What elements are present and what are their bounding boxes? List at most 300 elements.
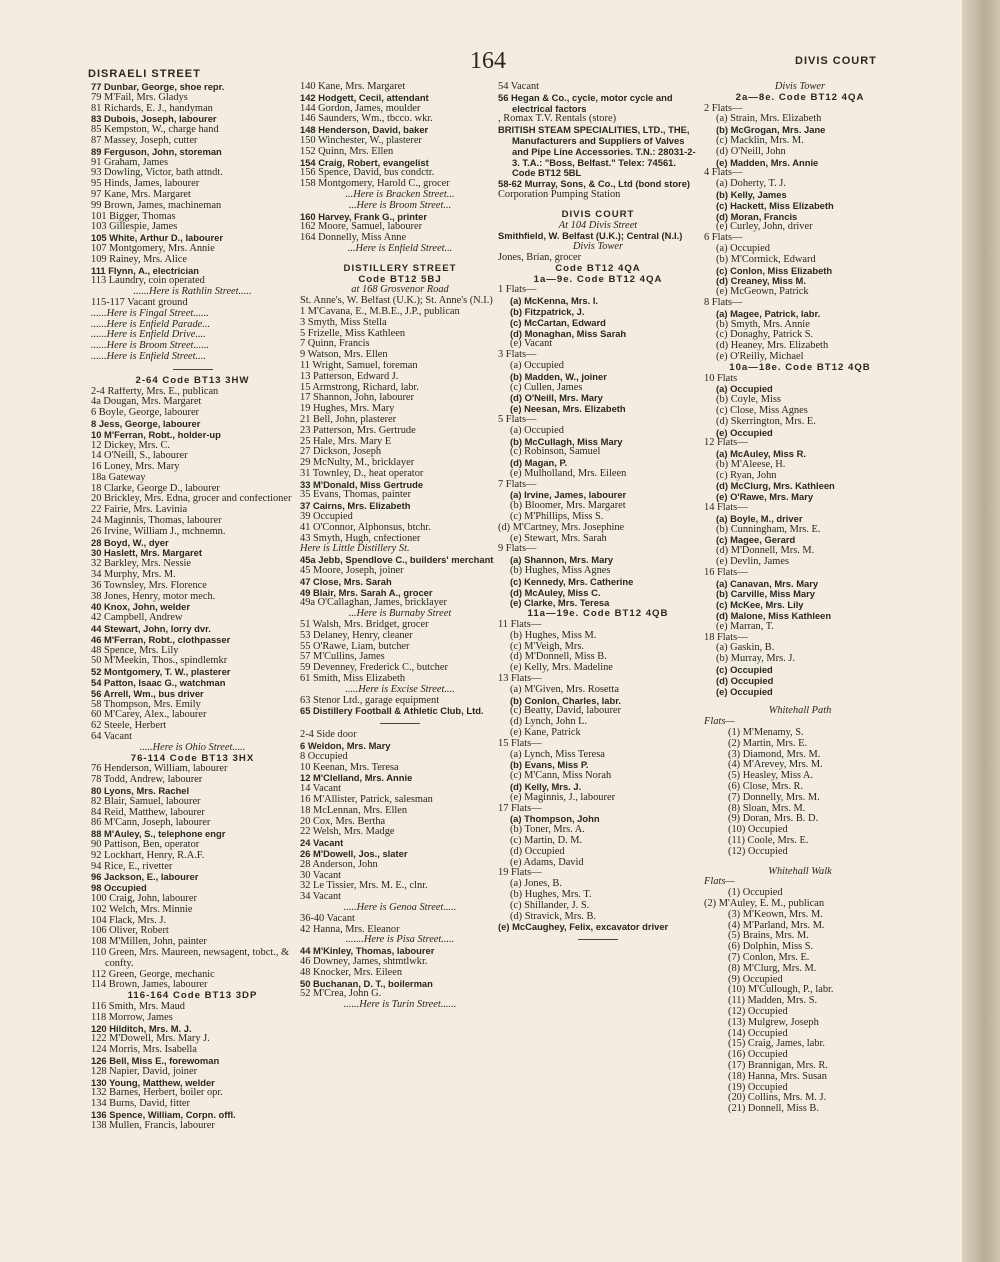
directory-entry: 78 Todd, Andrew, labourer [91,775,203,786]
directory-entry: (3) Diamond, Mrs. M. [728,749,821,760]
directory-entry: 19 Flats— [498,868,542,879]
directory-entry: 7 Flats— [498,479,537,490]
street-note: Flats— [704,877,735,888]
directory-entry: 134 Burns, David, fitter [91,1099,190,1110]
directory-entry: (a) Occupied [510,425,564,436]
directory-entry: 88 M'Auley, S., telephone engr [91,829,226,840]
directory-entry: (b) Carville, Miss Mary [716,589,815,600]
directory-entry: (a) Irvine, James, labourer [510,490,627,501]
directory-entry: (e) Curley, John, driver [716,222,813,233]
directory-entry: 108 M'Millen, John, painter [91,937,207,948]
directory-entry: (5) Brains, Mrs. M. [728,931,809,942]
directory-entry: 150 Winchester, W., plasterer [300,135,422,146]
directory-entry: 11 Wright, Samuel, foreman [300,360,418,371]
directory-entry: 38 Jones, Henry, motor mech. [91,591,216,602]
directory-entry: 122 M'Dowell, Mrs. Mary J. [91,1034,210,1045]
column-2 [300,82,500,1011]
directory-entry: 16 Loney, Mrs. Mary [91,462,180,473]
directory-entry: 60 M'Carey, Alex., labourer [91,710,207,721]
directory-entry: 12 Flats— [704,438,748,449]
directory-entry: 32 Barkley, Mrs. Nessie [91,559,192,570]
spacer [704,697,896,706]
directory-entry: 128 Napier, David, joiner [91,1066,198,1077]
directory-entry: 126 Bell, Miss E., forewoman [91,1055,220,1066]
section-heading: 116-164 Code BT13 3DP [127,991,258,1002]
directory-entry: (e) Marran, T. [716,621,774,632]
directory-entry: 64 Vacant [91,732,133,743]
directory-entry: (a) McAuley, Miss R. [716,449,806,460]
section-heading: 11a—19e. Code BT12 4QB [527,609,669,620]
directory-entry: 152 Quinn, Mrs. Ellen [300,146,394,157]
directory-entry: 130 Young, Matthew, welder [91,1077,215,1088]
directory-entry: 84 Reid, Matthew, labourer [91,807,205,818]
directory-entry: 54 Patton, Isaac G., watchman [91,678,226,689]
directory-entry: 76 Henderson, William, labourer [91,764,228,775]
directory-entry: 96 Jackson, E., labourer [91,872,199,883]
directory-entry: (b) Hughes, Mrs. T. [510,889,592,900]
directory-entry: (b) Cunningham, Mrs. E. [716,524,821,535]
directory-entry: 136 Spence, William, Corpn. offl. [91,1109,236,1120]
directory-entry: 1 M'Cavana, E., M.B.E., J.P., publican [300,306,460,317]
directory-entry: 77 Dunbar, George, shoe repr. [91,82,225,92]
directory-entry: (b) Smyth, Mrs. Annie [716,319,810,330]
directory-entry: (b) M'Cormick, Edward [716,254,816,265]
directory-entry: (9) Occupied [728,974,783,985]
directory-entry: 45 Moore, Joseph, joiner [300,566,404,577]
directory-entry: 45a Jebb, Spendlove C., builders' merchant [300,555,494,566]
directory-entry: 9 Watson, Mrs. Ellen [300,350,388,361]
directory-entry: 57 M'Cullins, James [300,652,385,663]
directory-entry: 44 Stewart, John, lorry dvr. [91,624,211,635]
directory-entry: (c) M'Phillips, Miss S. [510,512,604,523]
directory-entry: (b) Bloomer, Mrs. Margaret [510,501,626,512]
directory-entry: (e) Occupied [716,686,773,697]
directory-entry: (b) McCullagh, Miss Mary [510,436,623,447]
street-note: ...Here is Broom Street... [348,200,452,211]
directory-entry: 104 Flack, Mrs. J. [91,915,167,926]
directory-entry: (e) Adams, David [510,857,584,868]
directory-entry: (b) Toner, Mrs. A. [510,825,585,836]
directory-entry: (c) Cullen, James [510,382,583,393]
directory-entry: (e) Occupied [716,427,773,438]
directory-entry: 53 Delaney, Henry, cleaner [300,630,413,641]
directory-entry: Corporation Pumping Station [498,189,621,200]
directory-entry: (b) Hughes, Miss M. [510,630,597,641]
directory-entry: (a) Boyle, M., driver [716,513,803,524]
directory-entry: (21) Donnell, Miss B. [728,1104,819,1115]
section-heading: 76-114 Code BT13 3HX [130,753,255,764]
directory-entry: (e) Stewart, Mrs. Sarah [510,533,607,544]
directory-entry: 54 Vacant [498,82,540,92]
directory-entry: 58 Thompson, Mrs. Emily [91,699,201,710]
directory-entry: 25 Hale, Mrs. Mary E [300,436,392,447]
directory-entry: 40 Knox, John, welder [91,602,190,613]
directory-entry: 2 Flats— [704,103,743,114]
directory-entry: (e) McCaughey, Felix, excavator driver [498,922,669,933]
directory-entry: (e) Devlin, James [716,557,789,568]
directory-entry: Smithfield, W. Belfast (U.K.); Central (N.I.) [498,231,683,242]
directory-entry: (e) Clarke, Mrs. Teresa [510,598,610,609]
directory-entry: 156 Spence, David, bus condctr. [300,168,435,179]
directory-entry: 35 Evans, Thomas, painter [300,490,411,501]
directory-entry: 160 Harvey, Frank G., printer [300,211,427,222]
directory-entry: (c) Ryan, John [716,470,777,481]
directory-entry: (c) Conlon, Miss Elizabeth [716,265,833,276]
directory-entry: 17 Shannon, John, labourer [300,393,414,404]
directory-entry: 18 Clarke, George D., labourer [91,483,220,494]
directory-entry: 116 Smith, Mrs. Maud [91,1001,186,1012]
directory-entry: 90 Pattison, Ben, operator [91,839,200,850]
directory-entry: (a) Lynch, Miss Teresa [510,749,605,760]
directory-entry: 36-40 Vacant [300,913,355,924]
directory-entry: , Romax T.V. Rentals (store) [498,114,617,125]
directory-entry: (b) Coyle, Miss [716,395,781,406]
directory-entry: 94 Rice, E., rivetter [91,861,173,872]
directory-entry: (d) Occupied [716,675,774,686]
directory-entry: 85 Kempston, W., charge hand [91,125,219,136]
directory-entry: (b) Kelly, James [716,189,787,200]
directory-entry: 89 Ferguson, John, storeman [91,146,222,157]
directory-entry: (2) Martin, Mrs. E. [728,738,808,749]
directory-entry: 30 Vacant [300,870,342,881]
directory-entry: 32 Le Tissier, Mrs. M. E., clnr. [300,881,428,892]
directory-entry: 95 Hinds, James, labourer [91,179,200,190]
street-note: ......Here is Fingal Street...... [91,308,209,319]
section-divider [578,939,618,940]
street-note: ......Here is Rathlin Street..... [133,287,252,298]
directory-entry: 97 Kane, Mrs. Margaret [91,189,191,200]
directory-entry: 49 Blair, Mrs. Sarah A., grocer [300,587,433,598]
directory-entry: (19) Occupied [728,1082,788,1093]
directory-entry: 26 Irvine, William J., mchnemn. [91,526,226,537]
directory-entry: 81 Richards, E. J., handyman [91,103,213,114]
directory-entry: 111 Flynn, A., electrician [91,265,200,276]
street-note: ...Here is Enfield Street... [347,243,453,254]
directory-entry: (d) O'Neill, Mrs. Mary [510,393,603,404]
street-note: Here is Little Distillery St. [300,544,410,555]
directory-entry: (10) M'Cullough, P., labr. [728,985,834,996]
directory-entry: (7) Conlon, Mrs. E. [728,952,810,963]
directory-entry: 55 O'Rawe, Liam, butcher [300,641,410,652]
directory-entry: 5 Flats— [498,414,537,425]
directory-entry: BRITISH STEAM SPECIALITIES, LTD., THE, Manufacturers and Suppliers of Valves and Pipe Line Accessories. T.N.: 28031-2-3. T.A.: "Boss, Belfast." Telex: 74561. Code BT12 5BL [498,125,696,179]
directory-entry: 14 Vacant [300,784,342,795]
directory-entry: 146 Saunders, Wm., tbcco. wkr. [300,114,433,125]
directory-entry: 46 M'Ferran, Robt., clothpasser [91,634,231,645]
directory-entry: 124 Morris, Mrs. Isabella [91,1045,197,1056]
column-1 [91,82,294,1132]
directory-entry: 14 Flats— [704,503,748,514]
directory-entry: (d) McAuley, Miss C. [510,587,601,598]
spacer [498,201,698,210]
directory-entry: 13 Flats— [498,674,542,685]
directory-entry: 14 O'Neill, S., labourer [91,451,188,462]
directory-entry: 24 Maginnis, Thomas, labourer [91,516,222,527]
directory-entry: (e) Vacant [510,339,553,350]
directory-entry: (d) O'Neill, John [716,146,786,157]
directory-entry: 65 Distillery Football & Athletic Club, Ltd. [300,706,484,717]
directory-entry: (6) Dolphin, Miss S. [728,942,814,953]
directory-entry: 19 Hughes, Mrs. Mary [300,404,395,415]
page-edge [962,0,1000,1262]
directory-entry: 91 Graham, James [91,157,169,168]
street-note: Whitehall Walk [768,866,832,877]
directory-entry: 10 Flats [704,373,738,384]
street-note: ......Here is Broom Street...... [91,341,210,352]
directory-entry: 92 Lockhart, Henry, R.A.F. [91,850,205,861]
street-note: .....Here is Genoa Street..... [343,902,457,913]
directory-entry: 3 Flats— [498,350,537,361]
directory-entry: (16) Occupied [728,1050,788,1061]
directory-entry: (a) Doherty, T. J. [716,179,786,190]
directory-entry: 105 White, Arthur D., labourer [91,233,223,244]
street-note: Whitehall Path [768,706,832,717]
directory-entry: 138 Mullen, Francis, labourer [91,1120,215,1131]
directory-entry: 18 Flats— [704,632,748,643]
directory-entry: 12 M'Clelland, Mrs. Annie [300,773,413,784]
directory-entry: 6 Boyle, George, labourer [91,408,200,419]
directory-entry: 52 Montgomery, T. W., plasterer [91,667,231,678]
directory-entry: 42 Campbell, Andrew [91,613,183,624]
directory-entry: 48 Knocker, Mrs. Eileen [300,967,403,978]
directory-entry: (a) Magee, Patrick, labr. [716,308,821,319]
directory-entry: (c) Close, Miss Agnes [716,405,808,416]
directory-entry: (c) Hackett, Miss Elizabeth [716,200,834,211]
directory-entry: 63 Stenor Ltd., garage equipment [300,695,440,706]
directory-entry: (d) M'Donnell, Miss B. [510,652,607,663]
spacer [300,255,500,264]
directory-entry: (d) M'Donnell, Mrs. M. [716,546,815,557]
directory-entry: 2-4 Side door [300,730,357,741]
directory-entry: 158 Montgomery, Harold C., grocer [300,179,450,190]
directory-entry: (5) Heasley, Miss A. [728,771,814,782]
running-head-right: DIVIS COURT [795,55,877,67]
directory-entry: 144 Gordon, James, moulder [300,103,421,114]
directory-entry: (b) Conlon, Charles, labr. [510,695,621,706]
directory-entry: Jones, Brian, grocer [498,252,582,263]
street-note: ......Here is Enfield Drive.... [91,330,206,341]
directory-entry: (d) Kelly, Mrs. J. [510,782,582,792]
directory-entry: (8) Sloan, Mrs. M. [728,803,806,814]
directory-entry: (2) M'Auley, E. M., publican [704,898,825,909]
directory-entry: 44 M'Kinley, Thomas, labourer [300,946,435,957]
directory-entry: 6 Flats— [704,233,743,244]
section-heading: 2-64 Code BT13 3HW [135,375,250,386]
directory-entry: 7 Quinn, Francis [300,339,370,350]
directory-entry: 9 Flats— [498,544,537,555]
directory-entry: 83 Dubois, Joseph, labourer [91,114,217,125]
section-heading: DISTILLERY STREET [343,263,457,274]
directory-entry: (7) Donnelly, Mrs. M. [728,792,820,803]
street-note: Flats— [704,717,735,728]
section-heading: DIVIS COURT [561,209,635,220]
directory-entry: 28 Anderson, John [300,859,378,870]
directory-entry: (a) Occupied [716,243,770,254]
directory-entry: (d) Heaney, Mrs. Elizabeth [716,341,829,352]
directory-entry: 28 Boyd, W., dyer [91,537,169,548]
directory-entry: 22 Welsh, Mrs. Madge [300,827,395,838]
directory-entry: (d) M'Cartney, Mrs. Josephine [498,522,625,533]
directory-entry: 110 Green, Mrs. Maureen, newsagent, tobct., & confty. [91,947,290,969]
directory-entry: 15 Armstrong, Richard, labr. [300,382,419,393]
directory-entry: (c) Kennedy, Mrs. Catherine [510,576,634,587]
directory-entry: 148 Henderson, David, baker [300,125,429,136]
directory-entry: 24 Vacant [300,838,344,849]
directory-entry: (a) Occupied [510,360,564,371]
page-number: 164 [470,48,506,74]
directory-entry: 20 Cox, Mrs. Bertha [300,816,386,827]
directory-entry: 23 Patterson, Mrs. Gertrude [300,425,416,436]
directory-entry: (a) Canavan, Mrs. Mary [716,578,819,589]
directory-entry: (d) Occupied [510,846,565,857]
directory-entry: (d) Lynch, John L. [510,717,588,728]
directory-entry: (b) M'Aleese, H. [716,459,786,470]
directory-entry: 3 Smyth, Miss Stella [300,317,387,328]
directory-entry: (b) Murray, Mrs. J. [716,654,795,665]
directory-entry: 113 Laundry, coin operated [91,276,205,287]
directory-entry: 6 Weldon, Mrs. Mary [300,741,391,752]
directory-entry: (d) Monaghan, Miss Sarah [510,328,627,339]
directory-entry: (11) Coole, Mrs. E. [728,835,809,846]
directory-entry: 56 Hegan & Co., cycle, motor cycle and electrical factors [498,92,673,114]
directory-entry: 18 McLennan, Mrs. Ellen [300,805,408,816]
directory-entry: (18) Hanna, Mrs. Susan [728,1071,827,1082]
street-note: .......Here is Pisa Street..... [345,935,455,946]
directory-entry: (e) Madden, Mrs. Annie [716,157,819,168]
directory-entry: 50 Buchanan, D. T., boilerman [300,978,433,989]
directory-entry: 162 Moore, Samuel, labourer [300,222,423,233]
directory-entry: 8 Jess, George, labourer [91,418,201,429]
directory-entry: 46 Downey, James, shtmtlwkr. [300,956,428,967]
directory-entry: 18a Gateway [91,472,146,483]
street-note: Divis Tower [774,82,826,92]
directory-entry: (a) Strain, Mrs. Elizabeth [716,114,822,125]
directory-entry: 120 Hilditch, Mrs. M. J. [91,1023,192,1034]
directory-entry: 29 McNulty, M., bricklayer [300,458,415,469]
directory-entry: 17 Flats— [498,803,542,814]
directory-entry: 8 Flats— [704,297,743,308]
directory-entry: 4 Flats— [704,168,743,179]
directory-entry: (4) M'Arevey, Mrs. M. [728,760,823,771]
directory-entry: 16 M'Allister, Patrick, salesman [300,795,433,805]
directory-entry: 34 Murphy, Mrs. M. [91,570,176,581]
directory-entry: (17) Brannigan, Mrs. R. [728,1060,828,1071]
section-heading: 10a—18e. Code BT12 4QB [729,362,871,373]
directory-entry: 43 Smyth, Hugh, cnfectioner [300,533,421,544]
street-note: ...Here is Burnaby Street [348,609,452,620]
directory-entry: 86 M'Cann, Joseph, labourer [91,818,211,829]
directory-entry: 36 Townsley, Mrs. Florence [91,580,207,591]
directory-entry: (d) Magan, P. [510,458,568,469]
directory-entry: (d) Stravick, Mrs. B. [510,911,597,922]
street-note: ......Here is Enfield Parade... [91,319,211,330]
directory-entry: St. Anne's, W. Belfast (U.K.); St. Anne's (N.I.) [300,296,493,307]
street-note: ...Here is Bracken Street... [345,189,455,200]
directory-entry: (e) Mulholland, Mrs. Eileen [510,468,627,479]
directory-entry: 100 Craig, John, labourer [91,893,197,904]
directory-entry: 62 Steele, Herbert [91,721,167,732]
directory-entry: 49a O'Callaghan, James, bricklayer [300,598,448,609]
directory-entry: (20) Collins, Mrs. M. J. [728,1093,827,1104]
directory-entry: (3) M'Keown, Mrs. M. [728,909,823,920]
directory-entry: 47 Close, Mrs. Sarah [300,576,392,587]
directory-entry: (d) Creaney, Miss M. [716,276,806,287]
directory-entry: 16 Flats— [704,567,748,578]
directory-entry: (1) M'Menamy, S. [728,728,804,739]
directory-entry: (13) Mulgrew, Joseph [728,1017,819,1028]
directory-entry: 1 Flats— [498,285,537,296]
directory-entry: (e) Kelly, Mrs. Madeline [510,663,613,674]
directory-entry: 107 Montgomery, Mrs. Annie [91,243,215,254]
directory-entry: 2-4 Rafferty, Mrs. E., publican [91,386,219,397]
directory-entry: 42 Hanna, Mrs. Eleanor [300,924,400,935]
directory-entry: (e) O'Reilly, Michael [716,351,804,362]
directory-entry: 87 Massey, Joseph, cutter [91,135,198,146]
street-note: .....Here is Excise Street.... [345,684,455,695]
spacer [704,858,896,867]
directory-entry: (a) Occupied [716,384,773,395]
directory-entry: (c) Magee, Gerard [716,535,796,546]
directory-entry: 37 Cairns, Mrs. Elizabeth [300,501,411,512]
column-4 [704,82,896,1115]
directory-entry: 8 Occupied [300,751,348,762]
directory-entry: 33 M'Donald, Miss Gertrude [300,479,424,490]
directory-entry: 10 Keenan, Mrs. Teresa [300,762,399,773]
directory-entry: (c) M'Veigh, Mrs. [510,641,585,652]
running-head-left: DISRAELI STREET [88,68,201,80]
directory-entry: 114 Brown, James, labourer [91,980,208,991]
directory-entry: 50 M'Meekin, Thos., spindlemkr [91,656,228,667]
directory-entry: (a) Gaskin, B. [716,643,775,654]
directory-entry: (11) Madden, Mrs. S. [728,996,818,1007]
directory-entry: 140 Kane, Mrs. Margaret [300,82,406,92]
directory-entry: 58-62 Murray, Sons, & Co., Ltd (bond store) [498,179,691,190]
directory-entry: (d) Malone, Miss Kathleen [716,611,832,622]
directory-entry: 82 Blair, Samuel, labourer [91,796,201,807]
directory-entry: 30 Haslett, Mrs. Margaret [91,548,202,559]
directory-entry: (c) Martin, D. M. [510,835,583,846]
section-heading: Code BT12 4QA [555,263,641,274]
directory-entry: (d) Moran, Francis [716,211,798,222]
directory-entry: (15) Craig, James, labr. [728,1039,825,1050]
directory-entry: 5 Frizelle, Miss Kathleen [300,328,406,339]
directory-entry: 59 Devenney, Frederick C., butcher [300,663,448,674]
directory-entry: 103 Gillespie, James [91,222,178,233]
directory-entry: (c) M'Cann, Miss Norah [510,771,612,782]
directory-entry: 80 Lyons, Mrs. Rachel [91,786,190,796]
section-divider [173,369,213,370]
directory-entry: (e) Neesan, Mrs. Elizabeth [510,404,626,415]
directory-entry: (10) Occupied [728,825,788,836]
column-3 [498,82,698,946]
directory-entry: 27 Dickson, Joseph [300,447,382,458]
section-divider [380,723,420,724]
directory-entry: (c) Robinson, Samuel [510,447,601,458]
directory-entry: (a) Jones, B. [510,879,562,890]
directory-entry: 41 O'Connor, Alphonsus, btchr. [300,522,431,533]
directory-entry: (c) McCartan, Edward [510,317,606,328]
directory-entry: 132 Barnes, Herbert, boiler opr. [91,1088,223,1099]
directory-entry: 11 Flats— [498,620,542,631]
directory-entry: 31 Townley, D., heat operator [300,468,424,479]
street-note: ......Here is Turin Street...... [343,1000,457,1011]
directory-entry: (b) Madden, W., joiner [510,371,607,382]
directory-entry: 15 Flats— [498,738,542,749]
directory-entry: 118 Morrow, James [91,1012,173,1023]
street-note: at 168 Grosvenor Road [351,285,449,296]
directory-entry: 4a Dougan, Mrs. Margaret [91,397,202,408]
directory-entry: 12 Dickey, Mrs. C. [91,440,170,451]
